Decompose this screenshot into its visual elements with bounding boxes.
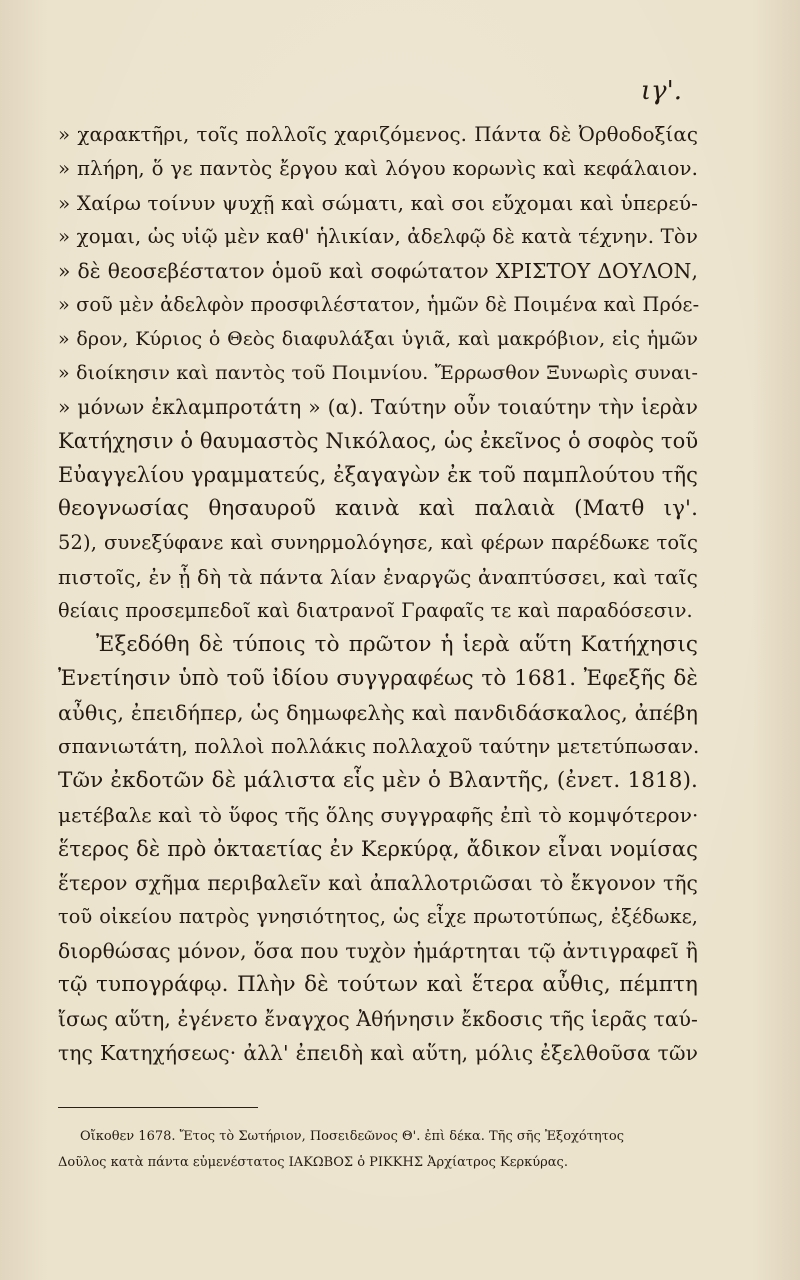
text-line: θεογνωσίας θησαυροῦ καινὰ καὶ παλαιὰ (Ματθ ιγ'. [58, 496, 698, 521]
text-line: της Κατηχήσεως· ἀλλ' ἐπειδὴ καὶ αὕτη, μόλις ἐξελθοῦσα τῶν [58, 1041, 698, 1065]
text-line: » δὲ θεοσεβέστατον ὁμοῦ καὶ σοφώτατον ΧΡΙΣΤΟΥ ΔΟΥΛΟΝ, [58, 259, 698, 283]
text-line: ἴσως αὕτη, ἐγένετο ἔναγχος Ἀθήνησιν ἔκδοσις τῆς ἱερᾶς ταύ- [58, 1007, 698, 1031]
text-line: » διοίκησιν καὶ παντὸς τοῦ Ποιμνίου. Ἔρρωσθον Ξυνωρὶς συναι- [58, 362, 698, 384]
body-text [58, 118, 698, 1070]
text-line: » χαρακτῆρι, τοῖς πολλοῖς χαριζόμενος. Πάντα δὲ Ὀρθοδοξίας [58, 123, 698, 146]
footnote-line: Οἴκοθεν 1678. Ἔτος τὸ Σωτήριον, Ποσειδεῶνος Θ'. ἐπὶ δέκα. Τῆς σῆς Ἐξοχότητος [80, 1129, 625, 1144]
footnote-line: Δοῦλος κατὰ πάντα εὐμενέστατος ΙΑΚΩΒΟΣ ὁ ΡΙΚΚΗΣ Ἀρχίατρος Κερκύρας. [58, 1155, 568, 1170]
text-line: Κατήχησιν ὁ θαυμαστὸς Νικόλαος, ὡς ἐκεῖνος ὁ σοφὸς τοῦ [58, 429, 699, 453]
text-line: αὖθις, ἐπειδήπερ, ὡς δημωφελὴς καὶ πανδιδάσκαλος, ἀπέβη [58, 701, 698, 725]
text-line: τῷ τυπογράφῳ. Πλὴν δὲ τούτων καὶ ἕτερα αὖθις, πέμπτη [58, 972, 698, 997]
text-line: θείαις προσεμπεδοῖ καὶ διατρανοῖ Γραφαῖς τε καὶ παραδόσεσιν. [58, 599, 693, 622]
footnote-divider [58, 1107, 258, 1108]
text-line: » δρον, Κύριος ὁ Θεὸς διαφυλάξαι ὑγιᾶ, καὶ μακρόβιον, εἰς ἡμῶν [58, 328, 698, 350]
text-line: τοῦ οἰκείου πατρὸς γνησιότητος, ὡς εἶχε πρωτοτύπως, ἐξέδωκε, [58, 905, 698, 928]
text-line: » σοῦ μὲν ἀδελφὸν προσφιλέστατον, ἡμῶν δὲ Ποιμένα καὶ Πρόε- [58, 293, 700, 316]
text-line: » πλήρη, ὅ γε παντὸς ἔργου καὶ λόγου κορωνὶς καὶ κεφάλαιον. [58, 157, 698, 180]
text-line: Εὐαγγελίου γραμματεύς, ἐξαγαγὼν ἐκ τοῦ παμπλούτου τῆς [58, 463, 698, 487]
text-line: » Χαίρω τοίνυν ψυχῇ καὶ σώματι, καὶ σοι εὔχομαι καὶ ὑπερεύ- [58, 191, 698, 215]
text-line: μετέβαλε καὶ τὸ ὕφος τῆς ὅλης συγγραφῆς ἐπὶ τὸ κομψότερον· [58, 803, 699, 827]
text-line: σπανιωτάτη, πολλοὶ πολλάκις πολλαχοῦ ταύτην μετετύπωσαν. [58, 735, 700, 758]
text-line: πιστοῖς, ἐν ᾗ δὴ τὰ πάντα λίαν ἐναργῶς ἀναπτύσσει, καὶ ταῖς [58, 565, 698, 589]
text-line: Ἐνετίησιν ὑπὸ τοῦ ἰδίου συγγραφέως τὸ 1681. Ἐφεξῆς δὲ [58, 666, 698, 691]
page-number: ιγ'. [640, 76, 682, 106]
text-line: » μόνων ἐκλαμπροτάτη » (α). Ταύτην οὖν τοιαύτην τὴν ἱερὰν [58, 395, 698, 419]
text-line: ἕτερον σχῆμα περιβαλεῖν καὶ ἀπαλλοτριῶσαι τὸ ἔκγονον τῆς [58, 871, 698, 895]
text-line: » χομαι, ὡς υἱῷ μὲν καθ' ἡλικίαν, ἀδελφῷ δὲ κατὰ τέχνην. Τὸν [58, 225, 698, 248]
footnotes [58, 1124, 698, 1176]
paragraph-first-line: Ἐξεδόθη δὲ τύποις τὸ πρῶτον ἡ ἱερὰ αὕτη Κατήχησις [96, 632, 698, 657]
text-line: ἕτερος δὲ πρὸ ὀκταετίας ἐν Κερκύρᾳ, ἄδικον εἶναι νομίσας [58, 837, 698, 861]
text-line: 52), συνεξύφανε καὶ συνηρμολόγησε, καὶ φέρων παρέδωκε τοῖς [58, 531, 698, 554]
text-line: διορθώσας μόνον, ὅσα που τυχὸν ἡμάρτηται τῷ ἀντιγραφεῖ ἢ [58, 939, 698, 963]
text-line: Τῶν ἐκδοτῶν δὲ μάλιστα εἷς μὲν ὁ Βλαντῆς, (ἐνετ. 1818). [58, 768, 698, 793]
